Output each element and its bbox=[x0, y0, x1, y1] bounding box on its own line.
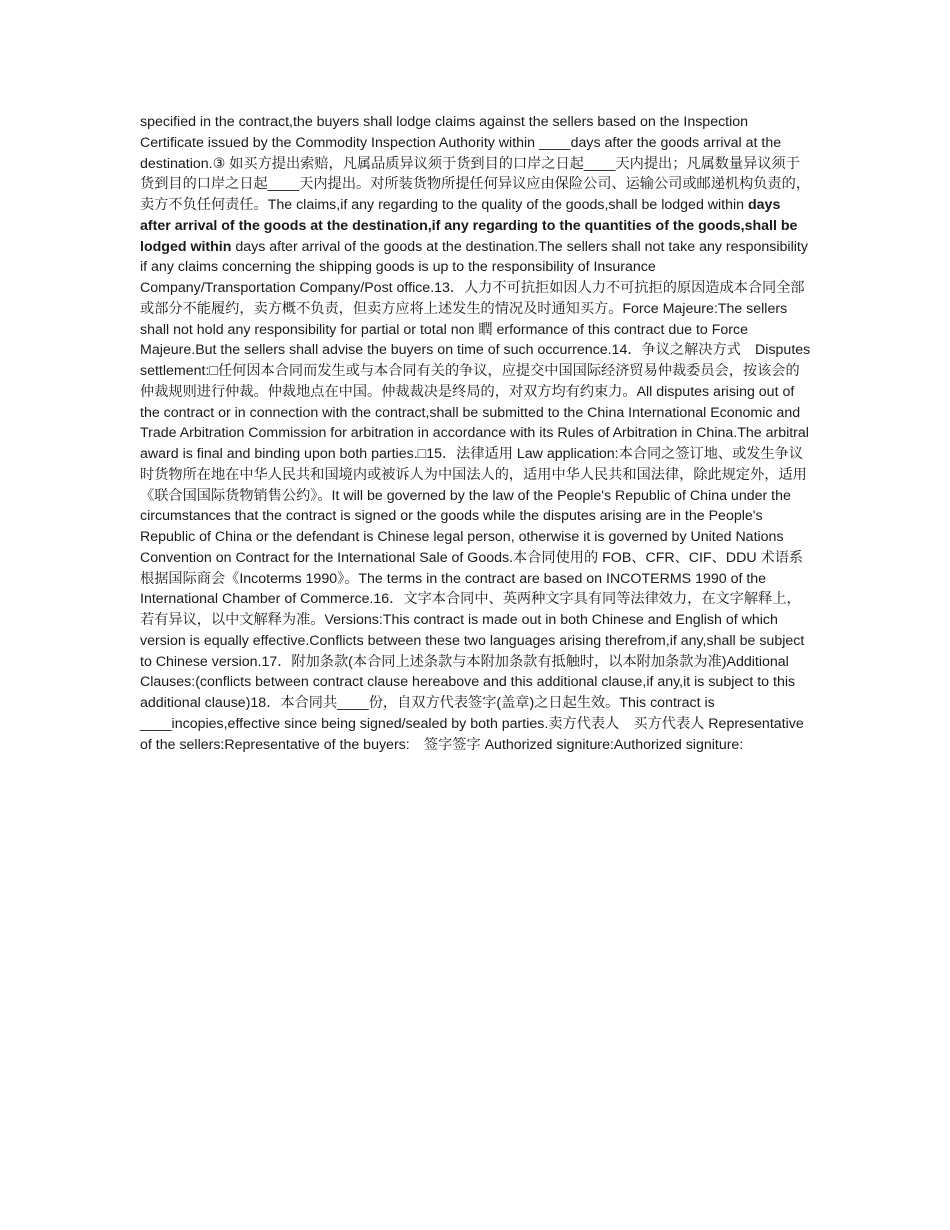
contract-text-bold-part: days after arrival of the goods at the destination,if any regarding to the quantities of the goods,shall be lodged within bbox=[140, 197, 798, 255]
contract-text-part-2: days after arrival of the goods at the destination.The sellers shall not take any responsibility if any claims concerning the shipping goods is up to the responsibility of Insurance Company/Transportation Company/Post office.13．人力不可抗拒如因人力不可抗拒的原因造成本合同全部或部分不能履约，卖方概不负责，但卖方应将上述发生的情况及时通知买方。Force Majeure:The sellers shall not hold any responsibility for partial or total non 瞤 erformance of this contract due to Force Majeure.But the sellers shall advise the buyers on time of such occurrence.14．争议之解决方式 Disputes settlement:□任何因本合同而发生或与本合同有关的争议，应提交中国国际经济贸易仲裁委员会，按该会的仲裁规则进行仲裁。仲裁地点在中国。仲裁裁决是终局的，对双方均有约束力。All disputes arising out of the contract or in connection with the contract,shall be submitted to the China International Economic and Trade Arbitration Commission for arbitration in accordance with its Rules of Arbitration in China.The arbitral award is final and binding upon both parties.□15．法律适用 Law application:本合同之签订地、或发生争议时货物所在地在中华人民共和国境内或被诉人为中国法人的，适用中华人民共和国法律，除此规定外，适用《联合国国际货物销售公约》。It will be governed by the law of the People's Republic of China under the circumstances that the contract is signed or the goods while the disputes arising are in the People's Republic of China or the defendant is Chinese legal person, otherwise it is governed by United Nations Convention on Contract for the International Sale of Goods.本合同使用的 FOB、CFR、CIF、DDU 术语系根据国际商会《Incoterms 1990》。The terms in the contract are based on INCOTERMS 1990 of the International Chamber of Commerce.16．文字本合同中、英两种文字具有同等法律效力，在文字解释上，若有异议，以中文解释为准。Versions:This contract is made out in both Chinese and English of which version is equally effective.Conflicts between these two languages arising therefrom,if any,shall be subject to Chinese version.17．附加条款(本合同上述条款与本附加条款有抵触时，以本附加条款为准)Additional Clauses:(conflicts between contract clause hereabove and this additional clause,if any,it is subject to this additional clause)18．本合同共____份，自双方代表签字(盖章)之日起生效。This contract is ____incopies,effective since being signed/sealed by both parties.卖方代表人 买方代表人 Representative of the sellers:Representative of the buyers: 签字签字 Authorized signiture:Authorized signiture: bbox=[140, 238, 811, 753]
contract-text-block bbox=[140, 112, 812, 755]
contract-paragraph bbox=[140, 112, 812, 755]
contract-text-part-1: specified in the contract,the buyers shall lodge claims against the sellers based on the Inspection Certificate issued by the Commodity Inspection Authority within ____days after the goods arrival at the destination.③ 如买方提出索赔，凡属品质异议须于货到目的口岸之日起____天内提出；凡属数量异议须于货到目的口岸之日起____天内提出。对所装货物所提任何异议应由保险公司、运输公司或邮递机构负责的，卖方不负任何责任。The claims,if any regarding to the quality of the goods,shall be lodged within bbox=[140, 114, 811, 213]
